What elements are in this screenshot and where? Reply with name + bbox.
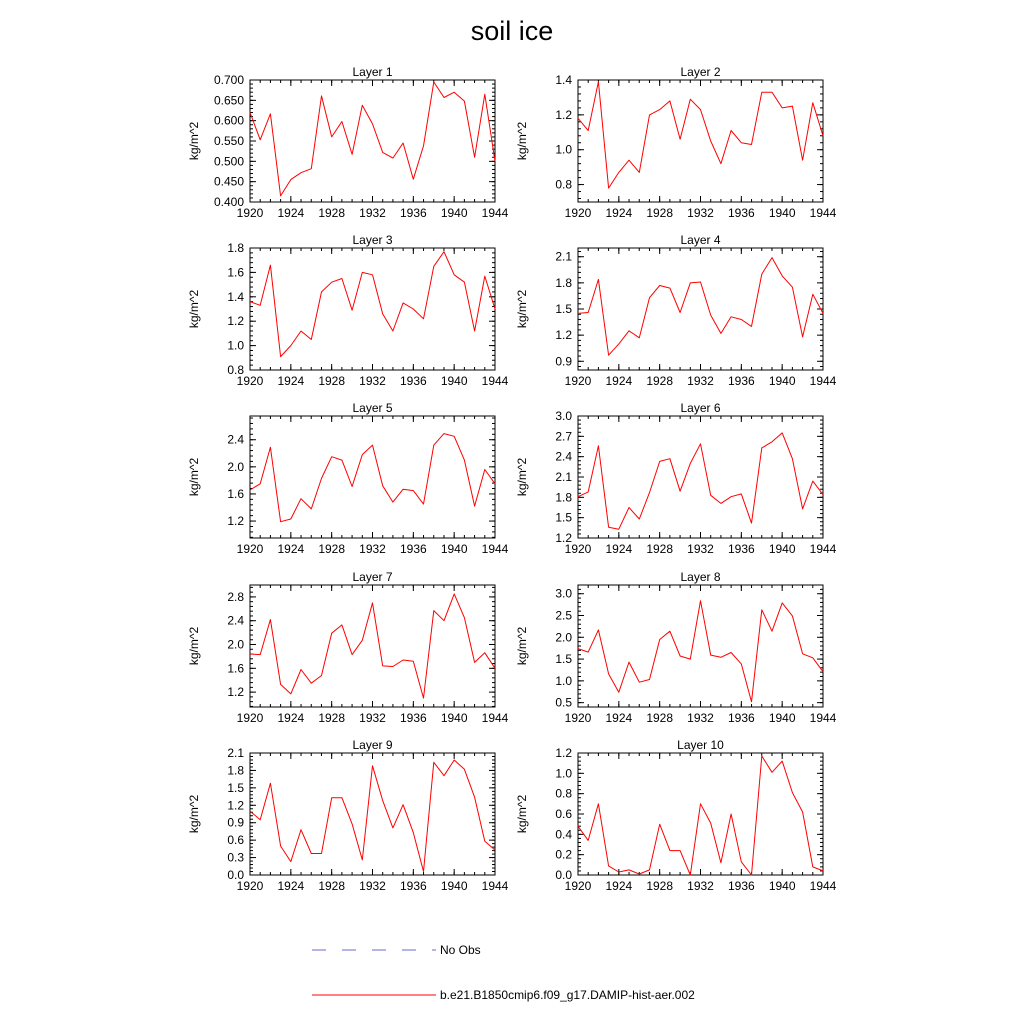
x-tick-label: 1944 — [481, 374, 509, 388]
x-tick-label: 1944 — [809, 374, 837, 388]
x-tick-label: 1932 — [687, 542, 714, 556]
y-tick-label: 1.2 — [555, 746, 572, 760]
panel-title: Layer 2 — [680, 65, 721, 79]
y-tick-label: 1.8 — [227, 763, 244, 778]
y-tick-label: 2.1 — [227, 746, 244, 760]
x-tick-label: 1936 — [727, 206, 755, 220]
y-tick-label: 1.2 — [227, 798, 244, 813]
x-tick-label: 1936 — [399, 879, 427, 893]
y-tick-label: 2.1 — [555, 470, 572, 484]
x-tick-label: 1944 — [809, 542, 837, 556]
panel-title: Layer 3 — [352, 233, 393, 247]
x-tick-label: 1928 — [646, 206, 674, 220]
x-tick-label: 1928 — [646, 879, 674, 893]
series-line-model — [250, 760, 495, 872]
y-tick-label: 0.9 — [227, 815, 244, 830]
x-tick-label: 1936 — [727, 879, 755, 893]
x-tick-label: 1936 — [399, 711, 427, 725]
x-tick-label: 1944 — [481, 542, 509, 556]
series-line-model — [250, 434, 495, 522]
x-tick-label: 1944 — [481, 879, 509, 893]
y-tick-label: 0.600 — [213, 113, 244, 128]
y-tick-label: 1.5 — [227, 780, 244, 795]
chart-panel-6 — [515, 401, 837, 556]
x-tick-label: 1928 — [646, 711, 674, 725]
series-line-model — [250, 594, 495, 698]
y-tick-label: 0.3 — [227, 850, 244, 865]
y-tick-label: 0.8 — [227, 363, 244, 377]
panel-title: Layer 6 — [680, 401, 721, 415]
y-tick-label: 2.1 — [555, 249, 572, 264]
x-tick-label: 1920 — [564, 879, 592, 893]
y-tick-label: 0.2 — [555, 847, 572, 862]
plot-frame — [578, 753, 823, 875]
y-tick-label: 0.0 — [227, 868, 244, 882]
y-axis-label: kg/m^2 — [187, 121, 201, 161]
y-axis-label: kg/m^2 — [515, 457, 529, 497]
y-tick-label: 1.6 — [227, 265, 244, 280]
panel-title: Layer 1 — [352, 65, 393, 79]
y-tick-label: 2.4 — [555, 449, 572, 464]
x-tick-label: 1924 — [277, 879, 305, 893]
y-tick-label: 3.0 — [555, 586, 572, 601]
x-tick-label: 1940 — [440, 206, 468, 220]
y-tick-label: 2.5 — [555, 608, 572, 623]
plot-frame — [250, 753, 495, 875]
y-tick-label: 1.2 — [555, 531, 572, 545]
y-tick-label: 0.4 — [555, 827, 572, 842]
x-tick-label: 1932 — [359, 879, 386, 893]
x-tick-label: 1940 — [768, 542, 796, 556]
y-tick-label: 2.4 — [227, 432, 244, 447]
x-tick-label: 1924 — [605, 879, 633, 893]
x-tick-label: 1932 — [687, 374, 714, 388]
y-tick-label: 1.8 — [555, 490, 572, 505]
y-tick-label: 0.8 — [555, 786, 572, 801]
series-line-model — [578, 258, 823, 356]
y-tick-label: 1.6 — [227, 661, 244, 676]
x-tick-label: 1944 — [809, 711, 837, 725]
x-tick-label: 1940 — [440, 711, 468, 725]
y-tick-label: 1.8 — [555, 275, 572, 290]
plot-frame — [250, 248, 495, 370]
x-tick-label: 1924 — [277, 374, 305, 388]
y-tick-label: 1.5 — [555, 510, 572, 525]
y-tick-label: 3.0 — [555, 409, 572, 423]
y-tick-label: 2.0 — [227, 637, 244, 652]
x-tick-label: 1928 — [318, 879, 346, 893]
y-axis-label: kg/m^2 — [515, 289, 529, 329]
x-tick-label: 1920 — [564, 542, 592, 556]
plot-frame — [578, 80, 823, 202]
x-tick-label: 1944 — [809, 879, 837, 893]
y-tick-label: 0.500 — [213, 154, 244, 169]
x-tick-label: 1920 — [564, 711, 592, 725]
series-line-model — [250, 82, 495, 196]
x-tick-label: 1928 — [646, 542, 674, 556]
x-tick-label: 1940 — [440, 374, 468, 388]
plot-frame — [578, 416, 823, 538]
panel-title: Layer 4 — [680, 233, 721, 247]
series-line-model — [578, 601, 823, 702]
chart-panel-3 — [187, 233, 509, 388]
y-tick-label: 1.5 — [555, 652, 572, 667]
x-tick-label: 1940 — [440, 879, 468, 893]
x-tick-label: 1940 — [768, 374, 796, 388]
y-tick-label: 0.650 — [213, 93, 244, 108]
x-tick-label: 1920 — [236, 374, 264, 388]
y-tick-label: 0.400 — [213, 195, 244, 209]
x-tick-label: 1924 — [277, 711, 305, 725]
chart-title: soil ice — [470, 16, 554, 46]
y-axis-label: kg/m^2 — [187, 794, 201, 834]
x-tick-label: 1940 — [768, 206, 796, 220]
x-tick-label: 1936 — [399, 206, 427, 220]
x-tick-label: 1920 — [236, 206, 264, 220]
x-tick-label: 1940 — [768, 879, 796, 893]
y-axis-label: kg/m^2 — [515, 626, 529, 666]
y-tick-label: 1.2 — [555, 107, 572, 122]
x-tick-label: 1936 — [727, 374, 755, 388]
y-tick-label: 1.2 — [555, 328, 572, 343]
chart-panel-9 — [187, 738, 509, 893]
y-tick-label: 0.450 — [213, 174, 244, 189]
chart-panel-10 — [515, 738, 837, 893]
y-tick-label: 1.0 — [555, 766, 572, 781]
y-tick-label: 0.6 — [227, 833, 244, 848]
chart-panel-4 — [515, 233, 837, 388]
x-tick-label: 1924 — [277, 206, 305, 220]
y-tick-label: 0.6 — [555, 807, 572, 821]
x-tick-label: 1920 — [564, 374, 592, 388]
y-tick-label: 0.0 — [555, 868, 572, 882]
chart-panel-2 — [515, 65, 837, 220]
y-tick-label: 1.2 — [227, 314, 244, 329]
x-tick-label: 1928 — [318, 542, 346, 556]
x-tick-label: 1932 — [359, 542, 386, 556]
x-tick-label: 1928 — [318, 711, 346, 725]
y-tick-label: 1.6 — [227, 486, 244, 501]
legend-label-obs: No Obs — [440, 943, 481, 957]
x-tick-label: 1940 — [440, 542, 468, 556]
y-tick-label: 1.5 — [555, 302, 572, 316]
x-tick-label: 1924 — [605, 374, 633, 388]
y-tick-label: 1.0 — [555, 142, 572, 157]
legend — [312, 943, 695, 1002]
x-tick-label: 1944 — [481, 206, 509, 220]
y-tick-label: 0.5 — [555, 695, 572, 710]
y-axis-label: kg/m^2 — [515, 121, 529, 161]
y-tick-label: 2.0 — [555, 630, 572, 645]
y-tick-label: 1.4 — [555, 73, 572, 87]
y-tick-label: 2.0 — [227, 459, 244, 474]
x-tick-label: 1932 — [687, 879, 714, 893]
x-tick-label: 1924 — [277, 542, 305, 556]
x-tick-label: 1932 — [687, 711, 714, 725]
panel-title: Layer 10 — [677, 738, 724, 752]
x-tick-label: 1928 — [318, 374, 346, 388]
y-tick-label: 2.8 — [227, 589, 244, 604]
plot-frame — [250, 80, 495, 202]
chart-panel-7 — [187, 570, 509, 725]
chart-panel-8 — [515, 570, 837, 725]
y-tick-label: 2.4 — [227, 613, 244, 628]
series-line-model — [250, 252, 495, 357]
x-tick-label: 1944 — [481, 711, 509, 725]
x-tick-label: 1928 — [318, 206, 346, 220]
series-line-model — [578, 756, 823, 875]
x-tick-label: 1936 — [727, 711, 755, 725]
x-tick-label: 1924 — [605, 711, 633, 725]
y-tick-label: 1.2 — [227, 685, 244, 700]
x-tick-label: 1924 — [605, 206, 633, 220]
y-tick-label: 1.4 — [227, 289, 244, 304]
x-tick-label: 1928 — [646, 374, 674, 388]
x-tick-label: 1920 — [236, 542, 264, 556]
series-line-model — [578, 82, 823, 188]
y-tick-label: 1.2 — [227, 514, 244, 529]
x-tick-label: 1932 — [359, 374, 386, 388]
x-tick-label: 1932 — [359, 711, 386, 725]
x-tick-label: 1920 — [236, 711, 264, 725]
y-tick-label: 0.8 — [555, 177, 572, 192]
y-tick-label: 0.550 — [213, 134, 244, 148]
x-tick-label: 1924 — [605, 542, 633, 556]
y-axis-label: kg/m^2 — [187, 457, 201, 497]
chart-panel-5 — [187, 401, 509, 556]
x-tick-label: 1932 — [687, 206, 714, 220]
y-tick-label: 1.8 — [227, 241, 244, 255]
panel-title: Layer 9 — [352, 738, 393, 752]
y-tick-label: 0.9 — [555, 354, 572, 369]
panel-title: Layer 7 — [352, 570, 393, 584]
panel-title: Layer 8 — [680, 570, 721, 584]
y-tick-label: 0.700 — [213, 73, 244, 87]
x-tick-label: 1932 — [359, 206, 386, 220]
y-tick-label: 1.0 — [227, 338, 244, 353]
y-tick-label: 2.7 — [555, 429, 572, 444]
legend-label-model: b.e21.B1850cmip6.f09_g17.DAMIP-hist-aer.002 — [440, 988, 695, 1002]
chart-panel-1 — [187, 65, 509, 220]
x-tick-label: 1920 — [236, 879, 264, 893]
y-axis-label: kg/m^2 — [515, 794, 529, 834]
x-tick-label: 1936 — [399, 542, 427, 556]
x-tick-label: 1944 — [809, 206, 837, 220]
x-tick-label: 1936 — [399, 374, 427, 388]
panel-title: Layer 5 — [352, 401, 393, 415]
x-tick-label: 1920 — [564, 206, 592, 220]
x-tick-label: 1940 — [768, 711, 796, 725]
y-tick-label: 1.0 — [555, 673, 572, 688]
plot-frame — [578, 248, 823, 370]
series-line-model — [578, 433, 823, 529]
y-axis-label: kg/m^2 — [187, 289, 201, 329]
y-axis-label: kg/m^2 — [187, 626, 201, 666]
x-tick-label: 1936 — [727, 542, 755, 556]
